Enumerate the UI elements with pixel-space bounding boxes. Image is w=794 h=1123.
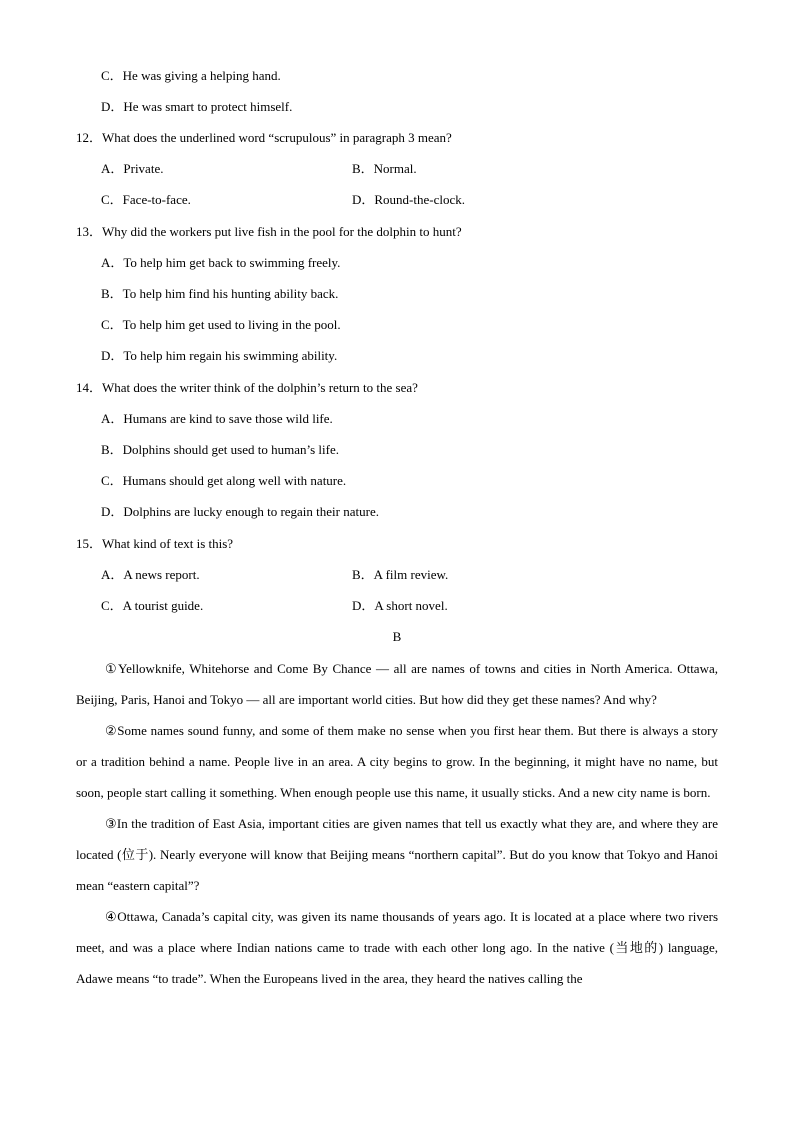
option-12-a: A．Private. xyxy=(101,161,164,176)
paragraph-2: ②Some names sound funny, and some of them make no sense when you first hear them. But there is always a story or a tradition behind a name. People live in an area. A city begins to grow. In the beginning, it might have no name, but soon, people start calling it something. When enough people use this name, it usually sticks. And a new city name is born. xyxy=(76,723,718,800)
passage-b xyxy=(76,653,718,994)
option-14-b: B．Dolphins should get used to human’s life. xyxy=(101,442,339,457)
question-15: 15．What kind of text is this? xyxy=(76,536,234,551)
option-15-b: B．A film review. xyxy=(352,567,449,582)
option-15-d: D．A short novel. xyxy=(352,598,448,613)
paragraph-1: ①Yellowknife, Whitehorse and Come By Chance — all are names of towns and cities in North America. Ottawa, Beijing, Paris, Hanoi and Tokyo — all are important world cities. But how did they get these names? And why? xyxy=(76,661,718,707)
option-11-c: C．He was giving a helping hand. xyxy=(101,68,281,83)
question-12: 12．What does the underlined word “scrupulous” in paragraph 3 mean? xyxy=(76,130,452,145)
option-12-c: C．Face-to-face. xyxy=(101,192,191,207)
option-14-d: D．Dolphins are lucky enough to regain their nature. xyxy=(101,504,379,519)
option-13-a: A．To help him get back to swimming freely. xyxy=(101,255,341,270)
question-14: 14．What does the writer think of the dolphin’s return to the sea? xyxy=(76,380,418,395)
option-11-d: D．He was smart to protect himself. xyxy=(101,99,293,114)
option-14-a: A．Humans are kind to save those wild life. xyxy=(101,411,333,426)
paragraph-4: ④Ottawa, Canada’s capital city, was given its name thousands of years ago. It is located at a place where two rivers meet, and was a place where Indian nations came to trade with each other long ago. In the native (当地的) language, Adawe means “to trade”. When the Europeans lived in the area, they heard the natives calling the xyxy=(76,909,718,986)
option-15-a: A．A news report. xyxy=(101,567,200,582)
option-12-b: B．Normal. xyxy=(352,161,417,176)
option-13-b: B．To help him find his hunting ability back. xyxy=(101,286,339,301)
option-13-c: C．To help him get used to living in the pool. xyxy=(101,317,341,332)
option-12-d: D．Round-the-clock. xyxy=(352,192,466,207)
section-b-title: B xyxy=(392,629,402,644)
option-13-d: D．To help him regain his swimming ability. xyxy=(101,348,338,363)
paragraph-3: ③In the tradition of East Asia, important cities are given names that tell us exactly what they are, and where they are located (位于). Nearly everyone will know that Beijing means “northern capital”. But do you know that Tokyo and Hanoi mean “eastern capital”? xyxy=(76,816,718,893)
question-13: 13．Why did the workers put live fish in the pool for the dolphin to hunt? xyxy=(76,224,462,239)
option-15-c: C．A tourist guide. xyxy=(101,598,204,613)
option-14-c: C．Humans should get along well with nature. xyxy=(101,473,347,488)
